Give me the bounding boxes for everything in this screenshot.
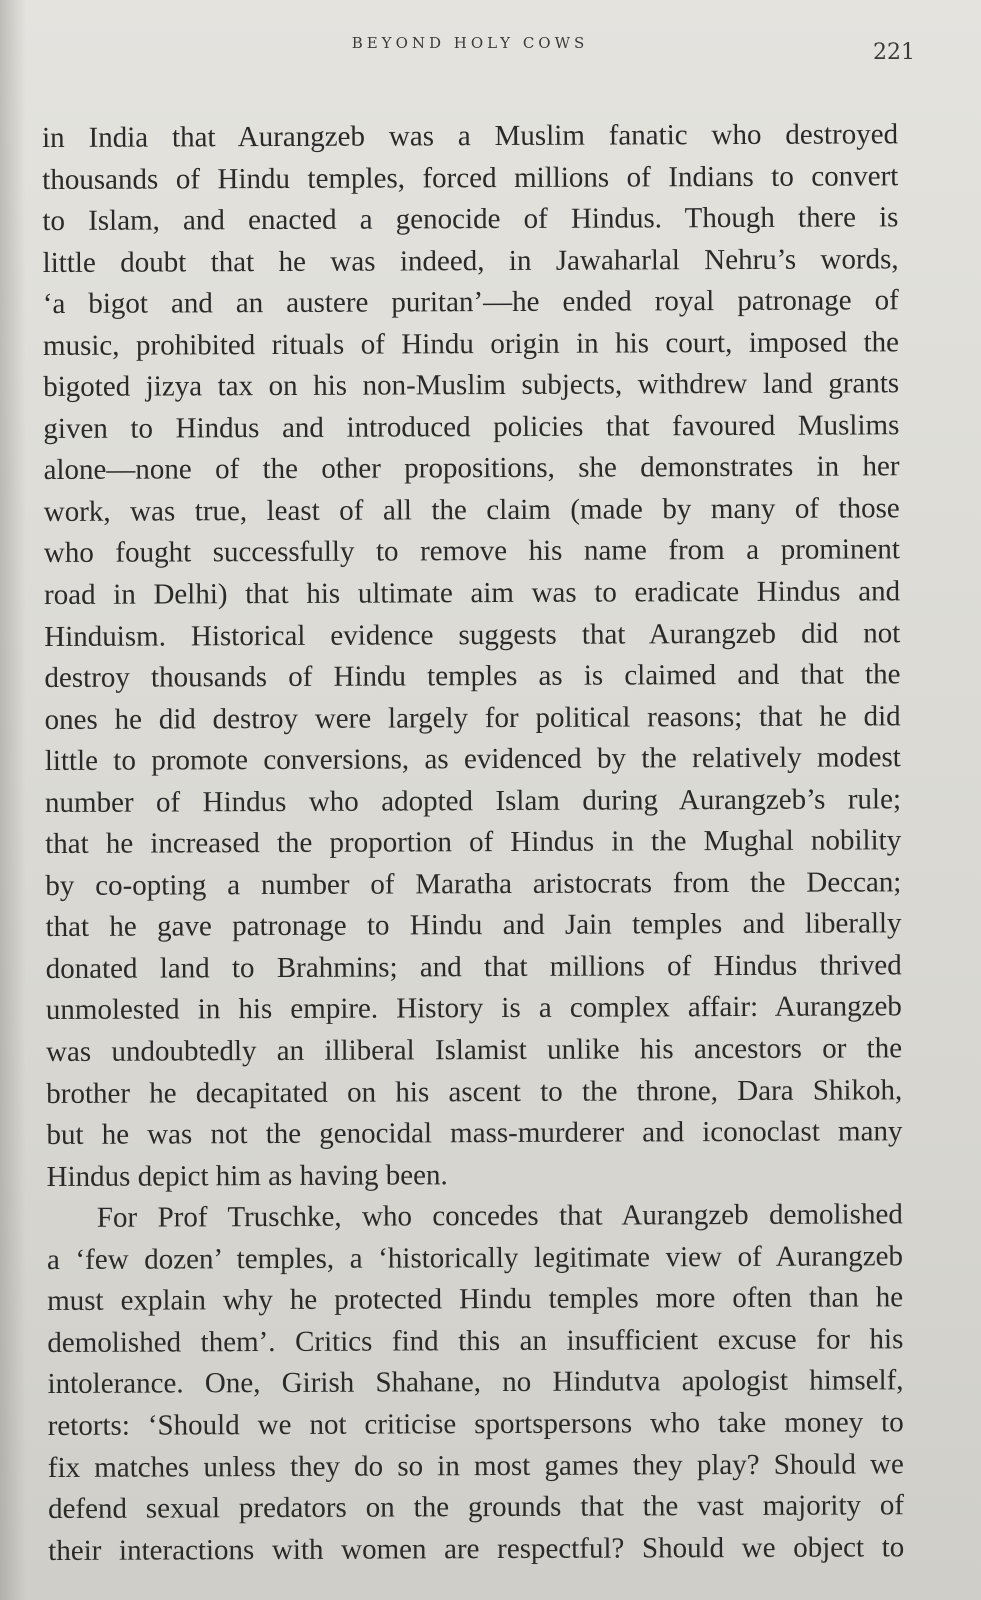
text-line: thousands of Hindu temples, forced millions of Indians to convert bbox=[42, 159, 899, 196]
text-line: ones he did destroy were largely for political reasons; that he did bbox=[44, 699, 901, 736]
text-line: ‘a bigot and an austere puritan’—he ended royal patronage of bbox=[42, 284, 899, 321]
page-number: 221 bbox=[873, 40, 915, 65]
text-line: but he was not the genocidal mass-murderer and iconoclast many bbox=[46, 1115, 903, 1152]
page-gutter-shadow bbox=[0, 0, 26, 1600]
text-line: retorts: ‘Should we not criticise sportspersons who take money to bbox=[47, 1406, 904, 1442]
text-line: little to promote conversions, as evidenced by the relatively modest bbox=[44, 741, 901, 778]
text-line: road in Delhi) that his ultimate aim was to eradicate Hindus and bbox=[44, 575, 901, 612]
text-line: was undoubtedly an illiberal Islamist unlike his ancestors or the bbox=[46, 1032, 903, 1069]
text-line: little doubt that he was indeed, in Jawaharlal Nehru’s words, bbox=[42, 242, 899, 279]
text-line: to Islam, and enacted a genocide of Hindus. Though there is bbox=[42, 201, 899, 238]
text-line: in India that Aurangzeb was a Muslim fanatic who destroyed bbox=[42, 118, 899, 154]
text-line: that he increased the proportion of Hindus in the Mughal nobility bbox=[45, 824, 902, 861]
text-line: a ‘few dozen’ temples, a ‘historically legitimate view of Aurangzeb bbox=[46, 1240, 904, 1276]
text-line: donated land to Brahmins; and that millions of Hindus thrived bbox=[45, 949, 902, 985]
text-line: Hinduism. Historical evidence suggests that Aurangzeb did not bbox=[44, 616, 901, 653]
text-line: who fought successfully to remove his name from a prominent bbox=[43, 533, 900, 570]
text-line: demolished them’. Critics find this an insufficient excuse for his bbox=[47, 1323, 904, 1359]
text-line: given to Hindus and introduced policies that favoured Muslims bbox=[43, 409, 900, 445]
text-line: defend sexual predators on the grounds that the vast majority of bbox=[47, 1489, 905, 1526]
text-line: work, was true, least of all the claim (made by many of those bbox=[43, 492, 900, 528]
text-line: music, prohibited rituals of Hindu origin in his court, imposed the bbox=[42, 325, 900, 362]
text-line: Hindus depict him as having been. bbox=[46, 1158, 448, 1193]
text-line: destroy thousands of Hindu temples as is claimed and that the bbox=[44, 658, 901, 695]
text-line: number of Hindus who adopted Islam during Aurangzeb’s rule; bbox=[44, 783, 902, 819]
text-line: must explain why he protected Hindu temples more often than he bbox=[47, 1281, 904, 1318]
text-line: For Prof Truschke, who concedes that Aurangzeb demolished bbox=[96, 1198, 903, 1234]
text-line: fix matches unless they do so in most games they play? Should we bbox=[47, 1447, 904, 1484]
text-line: their interactions with women are respectful? Should we object to bbox=[48, 1530, 905, 1567]
text-line: intolerance. One, Girish Shahane, no Hindutva apologist himself, bbox=[47, 1364, 904, 1401]
paragraph bbox=[47, 1194, 905, 1572]
text-line: alone—none of the other propositions, she demonstrates in her bbox=[43, 450, 900, 487]
running-head: BEYOND HOLY COWS bbox=[351, 34, 589, 52]
text-line: by co-opting a number of Maratha aristocrats from the Deccan; bbox=[45, 866, 902, 902]
text-line: brother he decapitated on his ascent to the throne, Dara Shikoh, bbox=[46, 1073, 903, 1110]
text-line: that he gave patronage to Hindu and Jain temples and liberally bbox=[45, 907, 902, 944]
paragraph bbox=[42, 114, 903, 1198]
text-line: bigoted jizya tax on his non-Muslim subjects, withdrew land grants bbox=[43, 367, 900, 404]
body-text bbox=[42, 114, 904, 1572]
text-line: unmolested in his empire. History is a complex affair: Aurangzeb bbox=[45, 990, 902, 1027]
